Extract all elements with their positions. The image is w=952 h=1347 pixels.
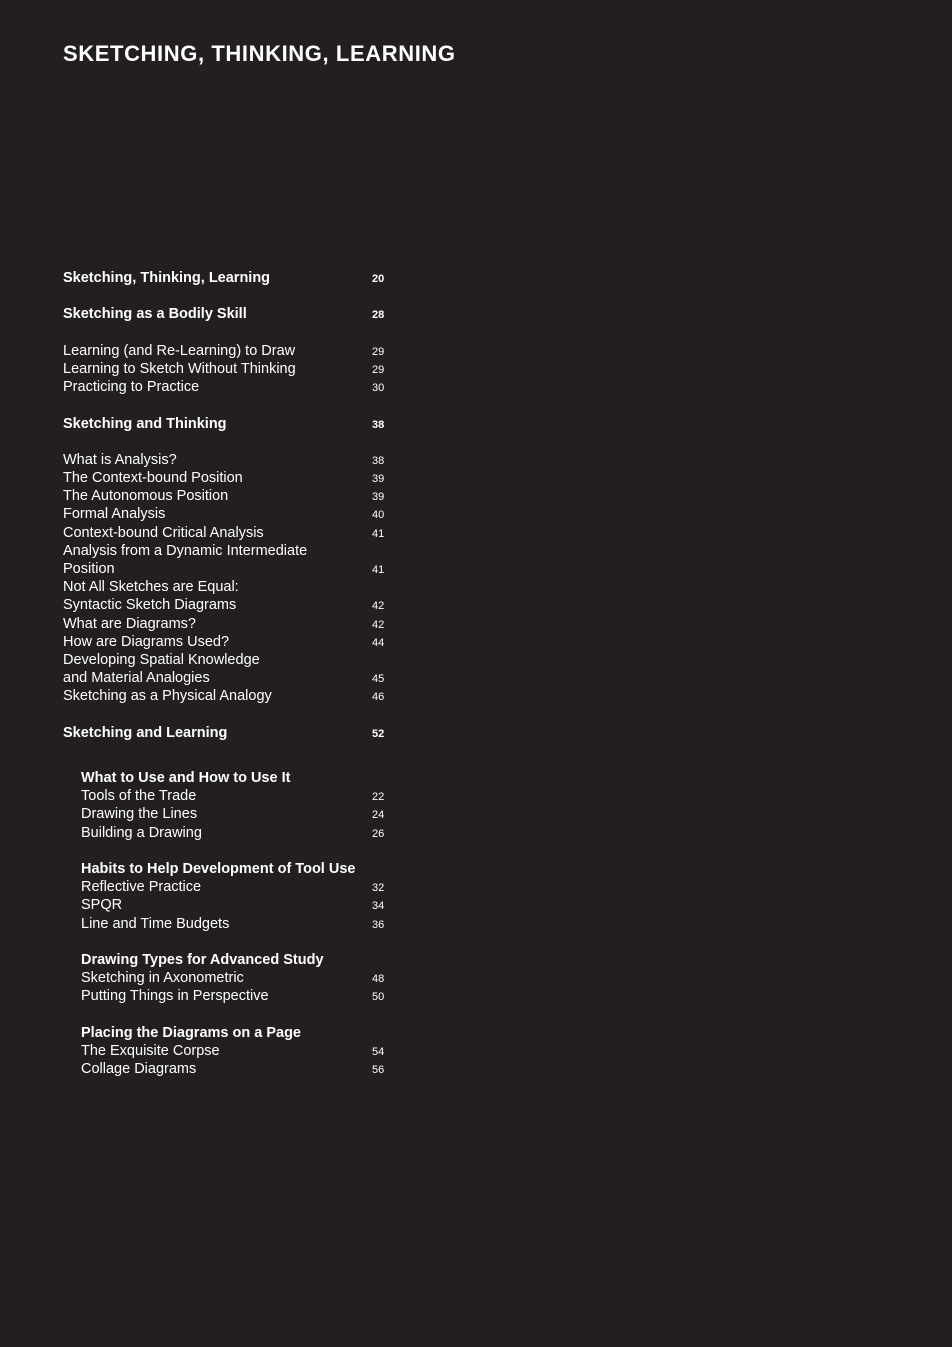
toc-entry-title: Tools of the Trade	[81, 788, 197, 805]
toc-entry[interactable]	[63, 524, 393, 542]
toc-box-title: What to Use and How to Use It	[81, 770, 291, 787]
toc-page-number: 40	[372, 509, 385, 522]
toc-entry[interactable]	[63, 342, 393, 360]
toc-page-number: 26	[372, 827, 385, 840]
toc-entry[interactable]	[63, 542, 393, 560]
page-title: SKETCHING, THINKING, LEARNING	[63, 41, 456, 66]
toc-entry[interactable]	[63, 596, 393, 614]
toc-box-entry[interactable]	[63, 896, 393, 914]
toc-box-entry[interactable]	[63, 824, 393, 842]
toc-box-heading	[63, 951, 393, 969]
toc-page-number: 34	[372, 900, 385, 913]
toc-entry[interactable]	[63, 560, 393, 578]
toc-box-heading	[63, 860, 393, 878]
toc-page-number: 44	[372, 636, 385, 649]
toc-entry[interactable]	[63, 378, 393, 396]
toc-entry-title: Position	[63, 561, 115, 577]
toc-chapter-title: Sketching and Learning	[63, 724, 228, 741]
toc-page-number: 45	[372, 673, 385, 686]
toc-page-number: 56	[372, 1064, 385, 1077]
toc-page-number: 42	[372, 600, 385, 613]
toc-box-entry[interactable]	[63, 805, 393, 823]
toc-entry-title: What is Analysis?	[63, 451, 177, 468]
toc-page-number: 42	[372, 618, 385, 631]
toc-entry-title: Line and Time Budgets	[81, 915, 230, 932]
toc-entry[interactable]	[63, 505, 393, 523]
toc-entry-title: Practicing to Practice	[63, 379, 200, 396]
toc-box-entry[interactable]	[63, 915, 393, 933]
toc-box-title: Habits to Help Development of Tool Use	[81, 861, 356, 877]
toc-chapter-heading[interactable]	[63, 415, 393, 433]
toc-page-number: 24	[372, 809, 385, 822]
toc-page-number: 22	[372, 791, 385, 804]
toc-box-title: Placing the Diagrams on a Page	[81, 1024, 301, 1041]
toc-box-title: Drawing Types for Advanced Study	[81, 951, 324, 968]
toc-entry-title: Collage Diagrams	[81, 1061, 197, 1078]
toc-entry-title: The Autonomous Position	[63, 488, 229, 505]
toc-entry[interactable]	[63, 578, 393, 596]
toc-chapter-title: Sketching and Thinking	[63, 415, 227, 432]
toc-page-number: 30	[372, 382, 385, 395]
toc-page-number: 50	[372, 991, 385, 1004]
toc-box-entry[interactable]	[63, 1042, 393, 1060]
toc-entry[interactable]	[63, 651, 393, 669]
toc-box-entry[interactable]	[63, 969, 393, 987]
toc-page-number: 32	[372, 882, 385, 895]
toc-entry[interactable]	[63, 451, 393, 469]
toc-entry-title: Building a Drawing	[81, 824, 202, 841]
toc-page-number: 54	[372, 1045, 385, 1058]
toc-entry-title: The Exquisite Corpse	[81, 1042, 220, 1059]
toc-page-number: 41	[372, 564, 385, 576]
toc-box-entry[interactable]	[63, 878, 393, 896]
toc-page-number: 29	[372, 345, 385, 358]
toc-entry-title: Reflective Practice	[81, 879, 202, 896]
toc-entry-title: Drawing the Lines	[81, 806, 198, 823]
toc-entry-title: Formal Analysis	[63, 506, 166, 523]
toc-box-entry[interactable]	[63, 987, 393, 1005]
toc-page-number: 29	[372, 363, 385, 376]
toc-page-number: 39	[372, 473, 385, 486]
toc-entry[interactable]	[63, 469, 393, 487]
toc-chapter-title: Sketching, Thinking, Learning	[63, 270, 271, 286]
toc-entry-title: Learning to Sketch Without Thinking	[63, 360, 296, 377]
toc-entry-title: Syntactic Sketch Diagrams	[63, 597, 237, 614]
toc-page-number: 38	[372, 418, 385, 431]
toc-entry[interactable]	[63, 633, 393, 651]
toc-page-number: 20	[372, 273, 385, 285]
toc-page-number: 41	[372, 527, 385, 540]
toc-chapter-heading[interactable]	[63, 305, 393, 323]
toc-entry-title: SPQR	[81, 897, 123, 914]
toc-entry-title: Sketching as a Physical Analogy	[63, 688, 272, 705]
toc-chapter-heading[interactable]	[63, 724, 393, 742]
toc-entry-title: Context-bound Critical Analysis	[63, 524, 264, 541]
toc-entry[interactable]	[63, 687, 393, 705]
toc-page-number: 38	[372, 454, 385, 467]
toc-entry-title: Sketching in Axonometric	[81, 970, 244, 987]
toc-entry[interactable]	[63, 669, 393, 687]
toc-entry[interactable]	[63, 360, 393, 378]
toc-entry[interactable]	[63, 615, 393, 633]
toc-page-number: 48	[372, 973, 385, 986]
toc-box-entry[interactable]	[63, 787, 393, 805]
toc-entry-title: Developing Spatial Knowledge	[63, 651, 260, 668]
toc-entry-title: Analysis from a Dynamic Intermediate	[63, 542, 308, 559]
toc-entry-title: Putting Things in Perspective	[81, 988, 269, 1005]
toc-page-number: 52	[372, 727, 385, 740]
toc-entry-title: Not All Sketches are Equal:	[63, 579, 239, 596]
toc-page-number: 36	[372, 918, 385, 931]
toc-page-number: 28	[372, 309, 385, 322]
toc-page-number: 39	[372, 491, 385, 504]
toc-entry-title: Learning (and Re-Learning) to Draw	[63, 342, 296, 359]
table-of-contents	[63, 269, 393, 1078]
toc-box-heading	[63, 1024, 393, 1042]
toc-entry-title: What are Diagrams?	[63, 615, 196, 632]
toc-entry-title: The Context-bound Position	[63, 470, 243, 487]
toc-entry[interactable]	[63, 487, 393, 505]
toc-chapter-title: Sketching as a Bodily Skill	[63, 306, 247, 323]
toc-box-entry[interactable]	[63, 1060, 393, 1078]
toc-box-heading	[63, 769, 393, 787]
toc-page-number: 46	[372, 691, 385, 704]
toc-entry-title: and Material Analogies	[63, 670, 210, 687]
toc-chapter-heading[interactable]	[63, 269, 393, 287]
toc-entry-title: How are Diagrams Used?	[63, 633, 230, 650]
